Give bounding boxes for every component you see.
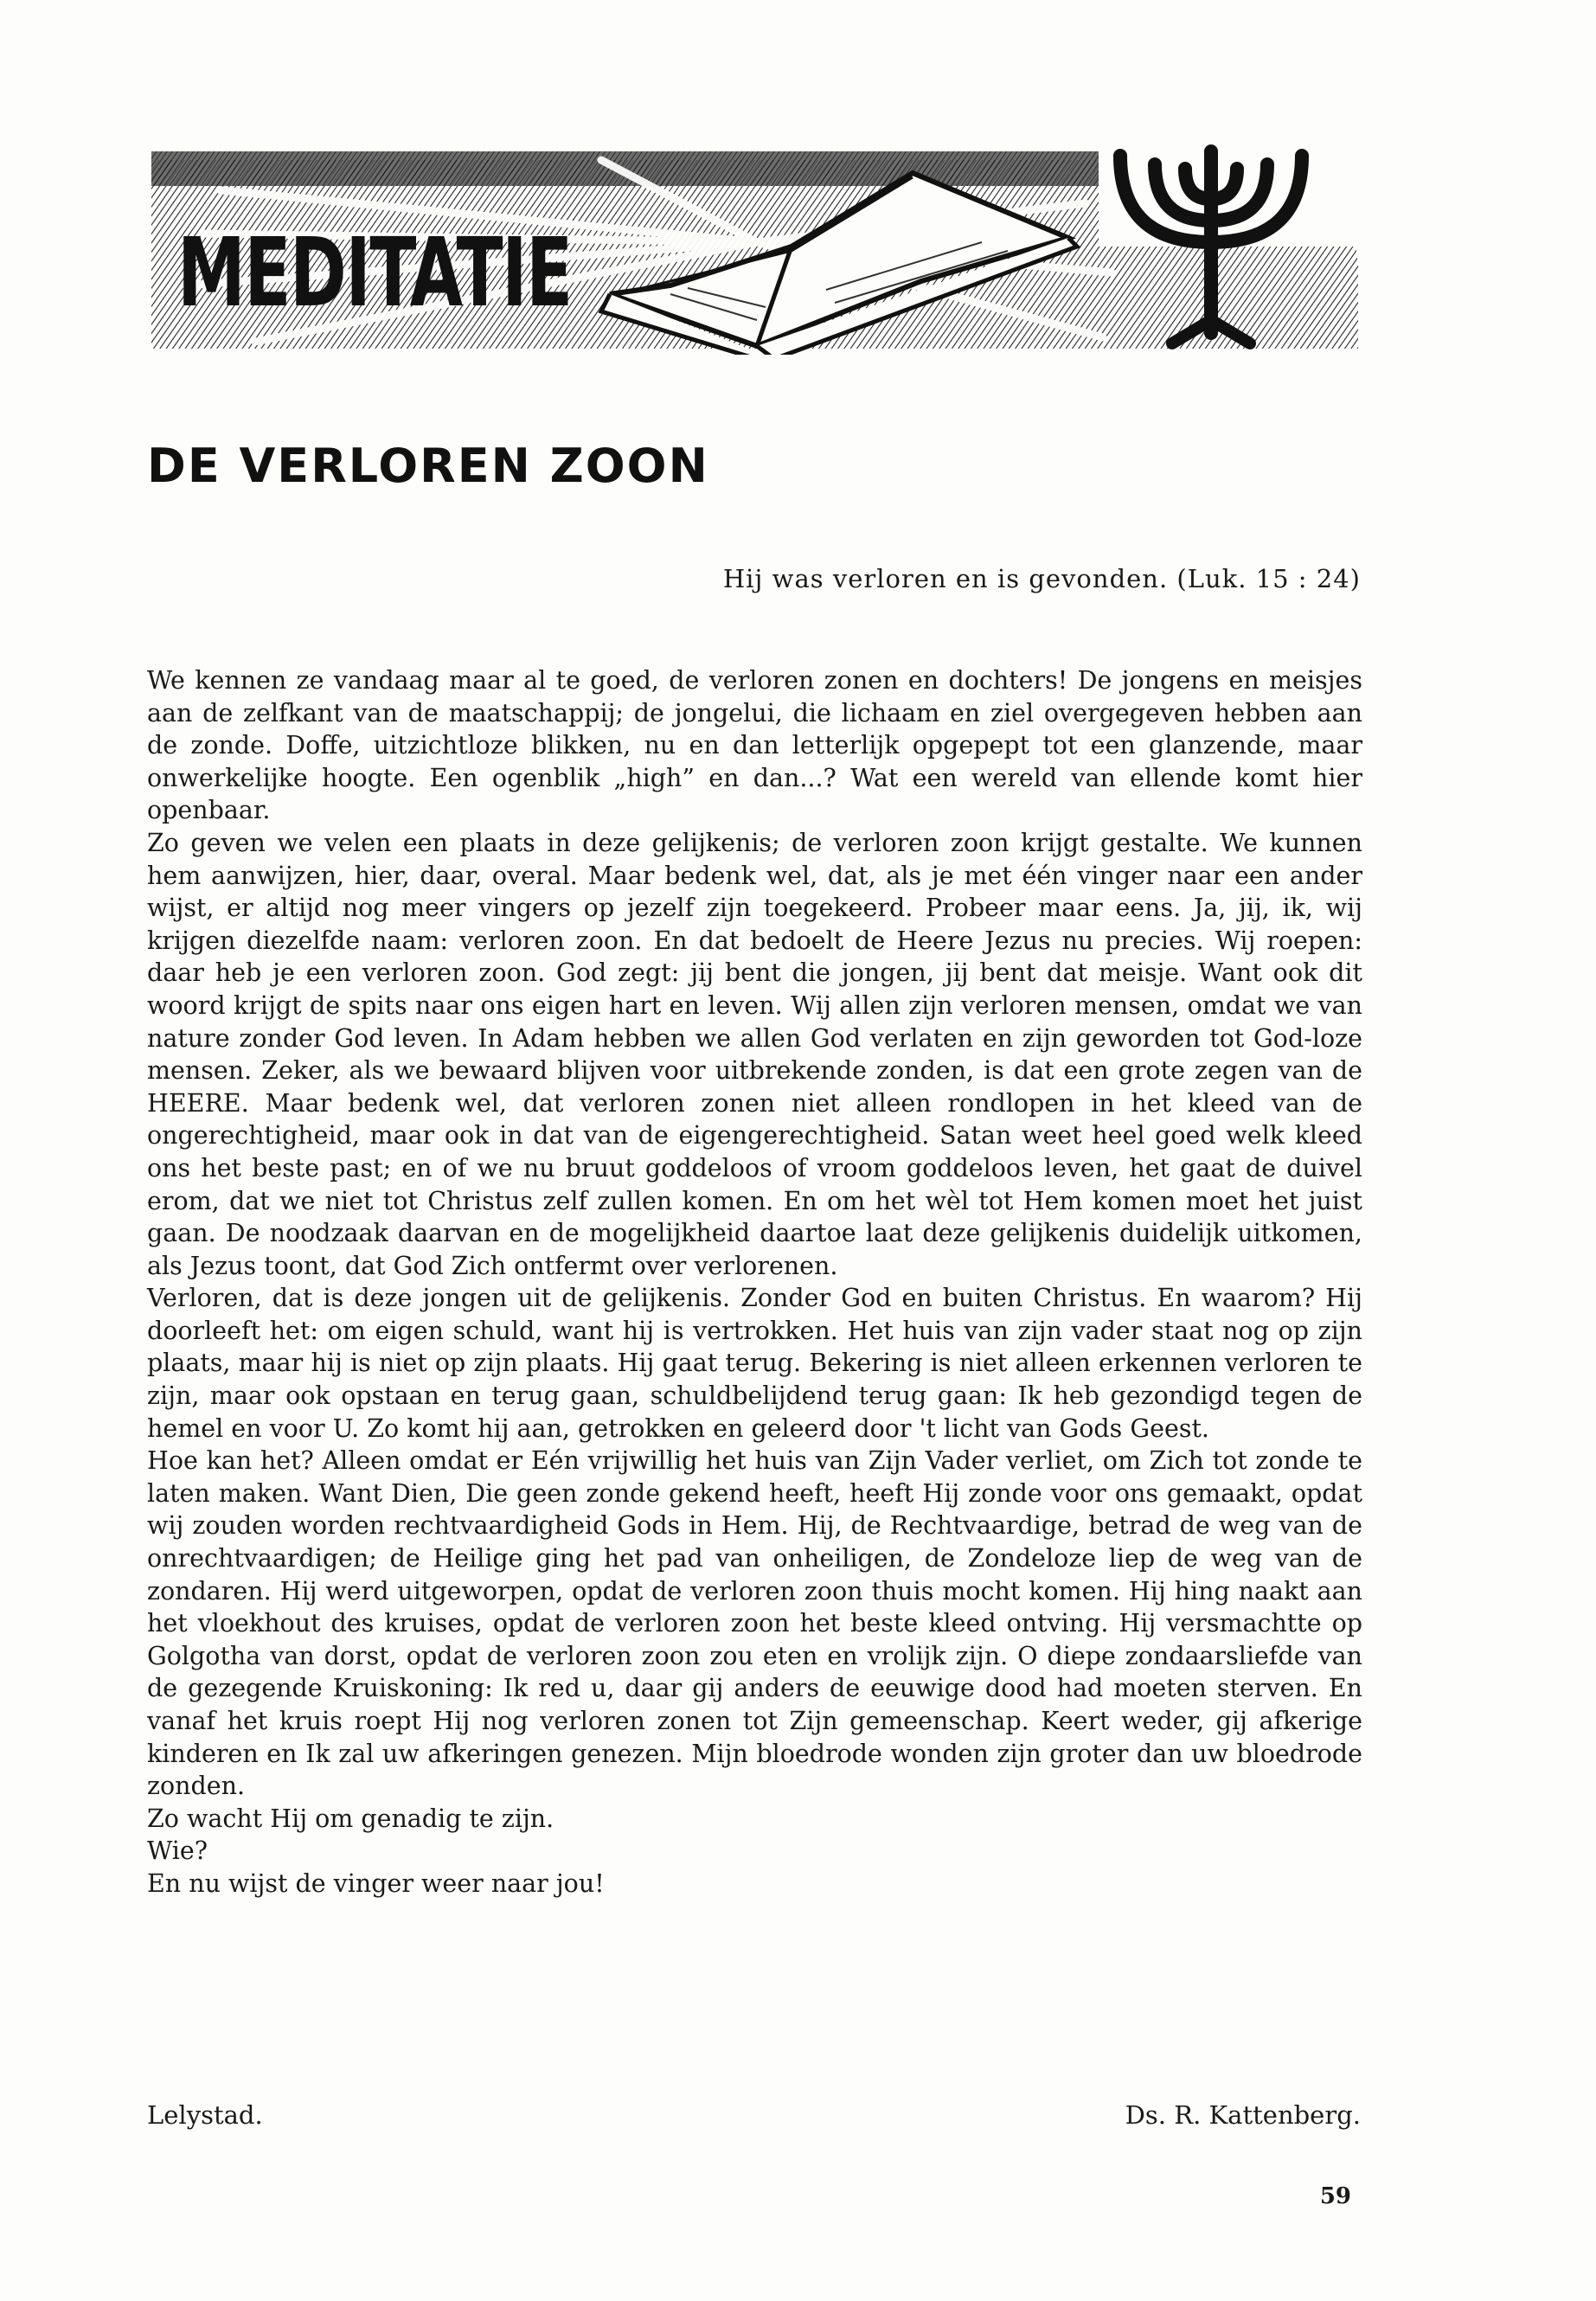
paragraph: Wie? bbox=[147, 1836, 208, 1866]
paragraph: Verloren, dat is deze jongen uit de gelijkenis. Zonder God en buiten Christus. En waarom? Hij doorleeft het: om eigen schuld, want hij is vertrokken. Het huis van zijn vader staat nog op zijn plaats, maar hij is niet op zijn plaats. Hij gaat terug. Bekering is niet alleen erkennen verloren te zijn, maar ook opstaan en terug gaan, schuldbelijdend terug gaan: Ik heb gezondigd tegen de hemel en voor U. Zo komt hij aan, getrokken en geleerd door 't licht van Gods Geest. bbox=[147, 1284, 1362, 1443]
paragraph: Zo wacht Hij om genadig te zijn. bbox=[147, 1804, 554, 1833]
epigraph: Hij was verloren en is gevonden. (Luk. 15 : 24) bbox=[722, 564, 1361, 593]
paragraph: We kennen ze vandaag maar al te goed, de verloren zonen en dochters! De jongens en meisjes aan de zelfkant van de maatschappij; de jongelui, die lichaam en ziel overgegeven hebben aan de zonde. Doffe, uitzichtloze blikken, nu en dan letterlijk opgepept tot een glanzende, maar onwerkelijke hoogte. Een ogenblik „high” en dan...? Wat een wereld van ellende komt hier openbaar. bbox=[147, 666, 1362, 825]
paragraph: Zo geven we velen een plaats in deze gelijkenis; de verloren zoon krijgt gestalte. We kunnen hem aanwijzen, hier, daar, overal. Maar bedenk wel, dat, als je met één vinger naar een ander wijst, er altijd nog meer vingers op jezelf zijn toegekeerd. Probeer maar eens. Ja, jij, ik, wij krijgen diezelfde naam: verloren zoon. En dat bedoelt de Heere Jezus nu precies. Wij roepen: daar heb je een verloren zoon. God zegt: jij bent die jongen, jij bent dat meisje. Want ook dit woord krijgt de spits naar ons eigen hart en leven. Wij allen zijn verloren mensen, omdat we van nature zonder God leven. In Adam hebben we allen God verlaten en zijn geworden tot God-loze mensen. Zeker, als we bewaard blijven voor uitbrekende zonden, is dat een grote zegen van de HEERE. Maar bedenk wel, dat verloren zonen niet alleen rondlopen in het kleed van de ongerechtigheid, maar ook in dat van de eigengerechtigheid. Satan weet heel goed welk kleed ons het beste past; en of we nu bruut goddeloos of vroom goddeloos leven, het gaat de duivel erom, dat we niet tot Christus zelf zullen komen. En om het wèl tot Hem komen moet het juist gaan. De noodzaak daarvan en de mogelijkheid daartoe laat deze gelijkenis duidelijk uitkomen, als Jezus toont, dat God Zich ontfermt over verlorenen. bbox=[147, 828, 1362, 1280]
article-body bbox=[147, 664, 1362, 1900]
paragraph: Hoe kan het? Alleen omdat er Eén vrijwillig het huis van Zijn Vader verliet, om Zich tot zonde te laten maken. Want Dien, Die geen zonde gekend heeft, heeft Hij zonde voor ons gemaakt, opdat wij zouden worden rechtvaardigheid Gods in Hem. Hij, de Rechtvaardige, betrad de weg van de onrechtvaardigen; de Heilige ging het pad van onheiligen, de Zondeloze liep de weg van de zondaren. Hij werd uitgeworpen, opdat de verloren zoon thuis mocht komen. Hij hing naakt aan het vloekhout des kruises, opdat de verloren zoon het beste kleed ontving. Hij versmachtte op Golgotha van dorst, opdat de verloren zoon zou eten en vrolijk zijn. O diepe zondaarsliefde van de gezegende Kruiskoning: Ik red u, daar gij anders de eeuwige dood had moeten sterven. En vanaf het kruis roept Hij nog verloren zonen tot Zijn gemeenschap. Keert weder, gij afkerige kinderen en Ik zal uw afkeringen genezen. Mijn bloedrode wonden zijn groter dan uw bloedrode zonden. bbox=[147, 1446, 1362, 1801]
article-title: DE VERLOREN ZOON bbox=[147, 439, 709, 493]
place-signature: Lelystad. bbox=[147, 2100, 263, 2130]
banner-title: MEDITATIE bbox=[177, 217, 572, 328]
page-number: 59 bbox=[1319, 2183, 1351, 2209]
author-signature: Ds. R. Kattenberg. bbox=[1125, 2100, 1361, 2130]
paragraph: En nu wijst de vinger weer naar jou! bbox=[147, 1868, 605, 1898]
meditatie-banner bbox=[151, 143, 1362, 355]
